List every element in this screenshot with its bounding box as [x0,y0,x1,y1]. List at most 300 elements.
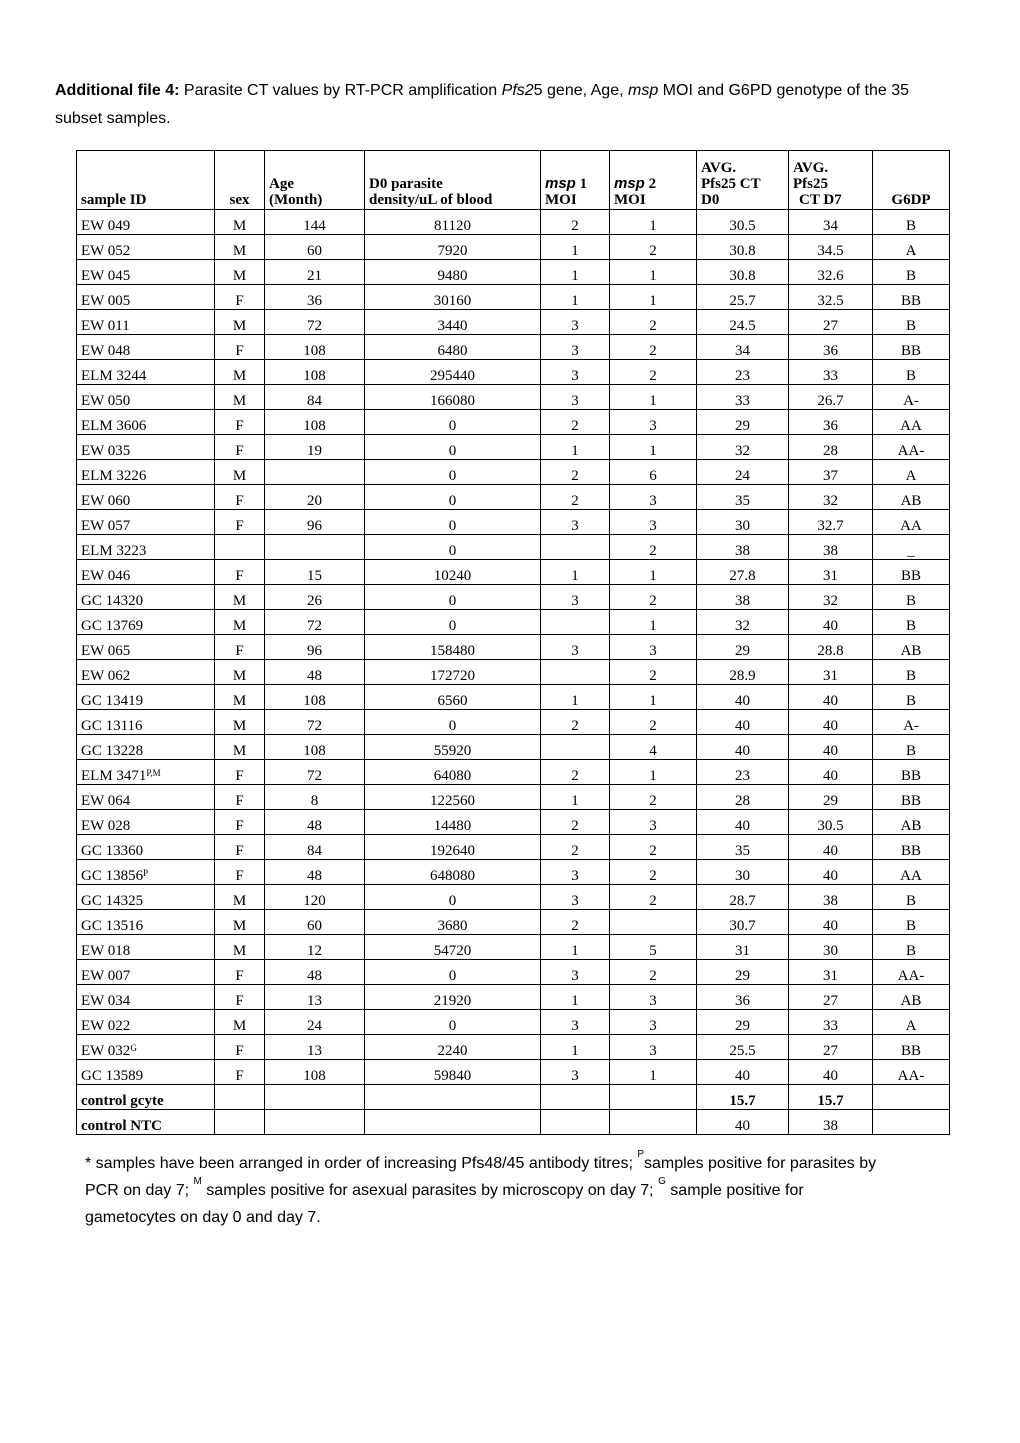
age-cell: 20 [265,485,365,510]
msp1-moi-cell: 1 [541,285,610,310]
msp2-moi-cell: 1 [610,685,697,710]
table-row [77,710,950,735]
msp1-moi-cell: 1 [541,560,610,585]
age-cell: 48 [265,860,365,885]
ct-d7-cell: 31 [789,960,873,985]
msp2-moi-cell: 3 [610,485,697,510]
table-row [77,860,950,885]
empty-cell [265,1085,365,1110]
ct-d7-cell: 40 [789,610,873,635]
density-cell: 55920 [365,735,541,760]
sample-id-cell: EW 052 [77,235,215,260]
msp1-moi-cell: 2 [541,460,610,485]
ct-d7-cell: 40 [789,835,873,860]
ct-d0-cell: 36 [697,985,789,1010]
msp2-moi-cell: 2 [610,360,697,385]
g6dp-cell: B [873,885,950,910]
g6dp-cell: BB [873,1035,950,1060]
age-cell: 36 [265,285,365,310]
caption-text: MOI and G6PD genotype of the 35 subset samples. [55,82,910,127]
sex-cell: M [215,935,265,960]
sex-cell: M [215,610,265,635]
sample-id-cell: EW 022 [77,1010,215,1035]
sex-cell: M [215,885,265,910]
table-caption [55,77,935,133]
g6dp-cell: B [873,935,950,960]
control-id-cell: control gcyte [77,1085,215,1110]
msp2-moi-cell [610,910,697,935]
density-cell: 295440 [365,360,541,385]
caption-gene: Pfs2 [501,82,534,99]
g6dp-cell: AB [873,810,950,835]
ct-d7-cell: 27 [789,310,873,335]
msp2-moi-cell: 1 [610,1060,697,1085]
age-cell: 144 [265,210,365,235]
msp2-moi-cell: 2 [610,310,697,335]
g6dp-cell: AB [873,485,950,510]
age-cell: 84 [265,835,365,860]
msp1-moi-cell: 1 [541,235,610,260]
sex-cell: M [215,385,265,410]
msp2-moi-cell: 5 [610,935,697,960]
empty-cell [215,1110,265,1135]
msp1-moi-cell: 3 [541,510,610,535]
sample-id-superscript: P [143,868,149,878]
msp2-moi-cell: 1 [610,210,697,235]
ct-d0-cell: 23 [697,760,789,785]
empty-cell [610,1110,697,1135]
density-cell: 166080 [365,385,541,410]
sample-id-superscript: G [130,1043,137,1053]
sex-cell: M [215,685,265,710]
ct-d7-cell: 40 [789,910,873,935]
sample-id-cell: GC 13116 [77,710,215,735]
ct-d0-cell: 28 [697,785,789,810]
ct-d7-cell: 38 [789,535,873,560]
msp1-moi-cell: 2 [541,760,610,785]
control-row [77,1110,950,1135]
g6dp-cell: AA [873,510,950,535]
sex-cell: M [215,360,265,385]
ct-d0-cell: 40 [697,1110,789,1135]
table-row [77,310,950,335]
msp1-moi-cell [541,660,610,685]
msp1-moi-cell: 2 [541,710,610,735]
age-cell: 108 [265,735,365,760]
density-cell: 0 [365,885,541,910]
empty-cell [873,1085,950,1110]
density-cell: 6560 [365,685,541,710]
g6dp-cell: A [873,1010,950,1035]
sample-id-cell: GC $13856^P$ [77,860,215,885]
age-cell: 60 [265,235,365,260]
ct-d7-cell: 30.5 [789,810,873,835]
ct-d7-cell: 28 [789,435,873,460]
density-cell: 81120 [365,210,541,235]
age-cell: 24 [265,1010,365,1035]
density-cell: 0 [365,435,541,460]
footnote: * samples have been arranged in order of increasing Pfs48/45 antibody titres; $^P$samples positive for parasites by PCR on day 7; $^M$ samples positive for asexual parasites by microscopy on day 7; $^G$ sample positive for gametocytes on day 0 and day 7. [85,1149,877,1226]
control-row [77,1085,950,1110]
ct-d7-cell: 37 [789,460,873,485]
sample-id-cell: EW 028 [77,810,215,835]
ct-d0-cell: 25.7 [697,285,789,310]
density-cell: 0 [365,410,541,435]
table-row [77,210,950,235]
density-cell: 0 [365,710,541,735]
ct-d0-cell: 40 [697,710,789,735]
sample-id-cell: GC 13516 [77,910,215,935]
ct-d0-cell: 30.7 [697,910,789,935]
header-ct-d7: AVG. Pfs25 CT D7 [789,151,873,210]
ct-d0-cell: 29 [697,410,789,435]
msp2-moi-cell: 2 [610,535,697,560]
g6dp-cell: B [873,660,950,685]
header-age: Age (Month) [265,151,365,210]
empty-cell [873,1110,950,1135]
sex-cell: M [215,260,265,285]
table-row [77,635,950,660]
sex-cell: F [215,485,265,510]
table-row [77,435,950,460]
msp2-moi-cell: 1 [610,285,697,310]
age-cell: 12 [265,935,365,960]
ct-d7-cell: 32.5 [789,285,873,310]
g6dp-cell: BB [873,785,950,810]
ct-d0-cell: 29 [697,960,789,985]
g6dp-cell: B [873,360,950,385]
age-cell: 108 [265,360,365,385]
ct-d7-cell: 32.7 [789,510,873,535]
table-row [77,1010,950,1035]
msp2-moi-cell: 2 [610,660,697,685]
g6dp-cell: AA [873,410,950,435]
g6dp-cell: BB [873,560,950,585]
g6dp-cell: AA- [873,1060,950,1085]
table-row [77,535,950,560]
sex-cell: F [215,985,265,1010]
table-row [77,785,950,810]
age-cell: 108 [265,335,365,360]
sample-id-cell: EW 005 [77,285,215,310]
table-row [77,810,950,835]
sample-id-cell: EW 057 [77,510,215,535]
msp2-moi-cell: 2 [610,960,697,985]
msp1-moi-cell: 1 [541,685,610,710]
sample-id-cell: EW 049 [77,210,215,235]
density-cell: 7920 [365,235,541,260]
age-cell: 96 [265,635,365,660]
age-cell: 48 [265,660,365,685]
msp2-moi-cell: 2 [610,835,697,860]
sample-id-cell: GC 13769 [77,610,215,635]
g6dp-cell: BB [873,760,950,785]
msp1-moi-cell [541,535,610,560]
msp2-moi-cell: 2 [610,335,697,360]
msp1-moi-cell: 2 [541,835,610,860]
msp1-moi-cell: 1 [541,1035,610,1060]
msp1-moi-cell: 3 [541,860,610,885]
sex-cell: M [215,460,265,485]
footnote-sup-p: P [637,1149,644,1160]
msp2-moi-cell: 3 [610,635,697,660]
table-row [77,685,950,710]
empty-cell [215,1085,265,1110]
sample-id-cell: EW 035 [77,435,215,460]
ct-d0-cell: 38 [697,585,789,610]
table-row [77,335,950,360]
msp2-moi-cell: 2 [610,885,697,910]
sex-cell: F [215,760,265,785]
header-row [77,151,950,210]
density-cell: 0 [365,510,541,535]
g6dp-cell: A [873,460,950,485]
ct-d0-cell: 30.8 [697,235,789,260]
age-cell: 13 [265,985,365,1010]
age-cell: 108 [265,1060,365,1085]
msp2-moi-cell: 4 [610,735,697,760]
ct-d7-cell: 28.8 [789,635,873,660]
age-cell: 15 [265,560,365,585]
msp2-moi-cell: 1 [610,760,697,785]
age-cell: 60 [265,910,365,935]
sample-id-cell: ELM 3606 [77,410,215,435]
ct-d7-cell: 34 [789,210,873,235]
density-cell: 172720 [365,660,541,685]
msp2-moi-cell: 2 [610,710,697,735]
msp1-moi-cell: 3 [541,585,610,610]
ct-d7-cell: 40 [789,760,873,785]
sex-cell: M [215,585,265,610]
empty-cell [610,1085,697,1110]
empty-cell [541,1110,610,1135]
sample-id-cell: EW 011 [77,310,215,335]
g6dp-cell: AB [873,985,950,1010]
age-cell: 13 [265,1035,365,1060]
density-cell: 0 [365,610,541,635]
age-cell: 19 [265,435,365,460]
density-cell: 2240 [365,1035,541,1060]
age-cell: 72 [265,710,365,735]
g6dp-cell: AA- [873,960,950,985]
sample-id-cell: ELM 3226 [77,460,215,485]
msp1-moi-cell [541,610,610,635]
g6dp-cell: AB [873,635,950,660]
sex-cell: F [215,1035,265,1060]
ct-d7-cell: 40 [789,860,873,885]
density-cell: 9480 [365,260,541,285]
ct-d7-cell: 32 [789,485,873,510]
sample-id-cell: EW 050 [77,385,215,410]
ct-d0-cell: 40 [697,810,789,835]
density-cell: 192640 [365,835,541,860]
sex-cell: F [215,785,265,810]
header-sex: sex [215,151,265,210]
sample-id-cell: EW 065 [77,635,215,660]
msp2-moi-cell: 2 [610,785,697,810]
ct-d0-cell: 29 [697,1010,789,1035]
sample-id-cell: EW 018 [77,935,215,960]
density-cell: 21920 [365,985,541,1010]
g6dp-cell: B [873,210,950,235]
ct-d0-cell: 24 [697,460,789,485]
table-row [77,660,950,685]
msp1-moi-cell: 3 [541,960,610,985]
table-row [77,610,950,635]
header-msp1-moi: msp 1 MOI [541,151,610,210]
ct-d7-cell: 40 [789,685,873,710]
sample-id-cell: EW 045 [77,260,215,285]
ct-d7-cell: 38 [789,1110,873,1135]
sex-cell: M [215,910,265,935]
ct-d7-cell: 33 [789,1010,873,1035]
table-row [77,985,950,1010]
ct-d7-cell: 34.5 [789,235,873,260]
age-cell: 108 [265,410,365,435]
age-cell: 48 [265,960,365,985]
sample-id-cell: ELM 3244 [77,360,215,385]
density-cell: 3440 [365,310,541,335]
table-row [77,1060,950,1085]
sex-cell: F [215,810,265,835]
density-cell: 30160 [365,285,541,310]
sex-cell: F [215,835,265,860]
density-cell: 0 [365,535,541,560]
sex-cell: M [215,210,265,235]
ct-d7-cell: 31 [789,560,873,585]
density-cell: 122560 [365,785,541,810]
age-cell: 72 [265,760,365,785]
density-cell: 6480 [365,335,541,360]
msp2-moi-cell: 3 [610,410,697,435]
msp2-moi-cell: 3 [610,810,697,835]
sample-id-cell: EW 048 [77,335,215,360]
ct-d0-cell: 33 [697,385,789,410]
sample-id-cell: GC 14320 [77,585,215,610]
density-cell: 648080 [365,860,541,885]
ct-d7-cell: 36 [789,335,873,360]
sample-id-cell: EW 034 [77,985,215,1010]
sample-id-cell: GC 13360 [77,835,215,860]
msp2-moi-cell: 6 [610,460,697,485]
ct-d7-cell: 38 [789,885,873,910]
caption-msp: msp [627,82,659,99]
table-row [77,510,950,535]
ct-d0-cell: 28.7 [697,885,789,910]
table-row [77,360,950,385]
msp1-moi-cell: 3 [541,635,610,660]
g6dp-cell: BB [873,835,950,860]
table-row [77,760,950,785]
msp2-moi-cell: 1 [610,435,697,460]
ct-d0-cell: 34 [697,335,789,360]
ct-d7-cell: 27 [789,985,873,1010]
ct-d0-cell: 32 [697,610,789,635]
empty-cell [365,1110,541,1135]
ct-d0-cell: 25.5 [697,1035,789,1060]
caption-text: 5 gene, Age, [533,82,628,99]
density-cell: 158480 [365,635,541,660]
msp1-moi-cell: 1 [541,435,610,460]
sex-cell: M [215,710,265,735]
table-row [77,235,950,260]
table-row [77,835,950,860]
sample-id-cell: GC 14325 [77,885,215,910]
age-cell: 26 [265,585,365,610]
msp1-moi-cell: 3 [541,385,610,410]
density-cell: 0 [365,960,541,985]
table-row [77,935,950,960]
msp1-moi-cell: 2 [541,910,610,935]
density-cell: 3680 [365,910,541,935]
msp2-moi-cell: 1 [610,260,697,285]
g6dp-cell: B [873,585,950,610]
msp1-moi-cell [541,735,610,760]
msp2-moi-cell: 3 [610,985,697,1010]
msp1-moi-cell: 3 [541,310,610,335]
age-cell: 120 [265,885,365,910]
sex-cell: F [215,335,265,360]
ct-d7-cell: 40 [789,1060,873,1085]
msp1-moi-cell: 2 [541,410,610,435]
ct-d0-cell: 30.8 [697,260,789,285]
density-cell: 14480 [365,810,541,835]
g6dp-cell: BB [873,335,950,360]
ct-d0-cell: 27.8 [697,560,789,585]
msp2-moi-cell: 1 [610,610,697,635]
g6dp-cell: BB [873,285,950,310]
table-row [77,260,950,285]
sample-id-cell: EW 062 [77,660,215,685]
ct-d7-cell: 27 [789,1035,873,1060]
ct-d7-cell: 40 [789,710,873,735]
table-row [77,735,950,760]
sex-cell [215,535,265,560]
table-row [77,385,950,410]
sex-cell: F [215,635,265,660]
age-cell: 21 [265,260,365,285]
msp2-moi-cell: 3 [610,1035,697,1060]
sample-id-cell: EW 060 [77,485,215,510]
ct-d0-cell: 38 [697,535,789,560]
age-cell: 8 [265,785,365,810]
sex-cell: M [215,310,265,335]
table-row [77,1035,950,1060]
g6dp-cell: B [873,310,950,335]
sample-id-cell: EW 046 [77,560,215,585]
g6dp-cell: A- [873,385,950,410]
table-row [77,485,950,510]
ct-d7-cell: 31 [789,660,873,685]
age-cell: 84 [265,385,365,410]
sample-id-cell: ELM $3471^{P,M}$ [77,760,215,785]
msp2-moi-cell: 3 [610,1010,697,1035]
age-cell: 48 [265,810,365,835]
ct-d0-cell: 40 [697,1060,789,1085]
msp1-moi-cell: 2 [541,210,610,235]
ct-d0-cell: 40 [697,735,789,760]
table-row [77,585,950,610]
ct-d0-cell: 23 [697,360,789,385]
sex-cell: F [215,510,265,535]
ct-d7-cell: 40 [789,735,873,760]
caption-text: Parasite CT values by RT-PCR amplification [179,82,502,99]
g6dp-cell: A- [873,710,950,735]
ct-d7-cell: 32 [789,585,873,610]
msp2-moi-cell: 1 [610,385,697,410]
msp1-moi-cell: 3 [541,335,610,360]
header-sample-id: sample ID [77,151,215,210]
